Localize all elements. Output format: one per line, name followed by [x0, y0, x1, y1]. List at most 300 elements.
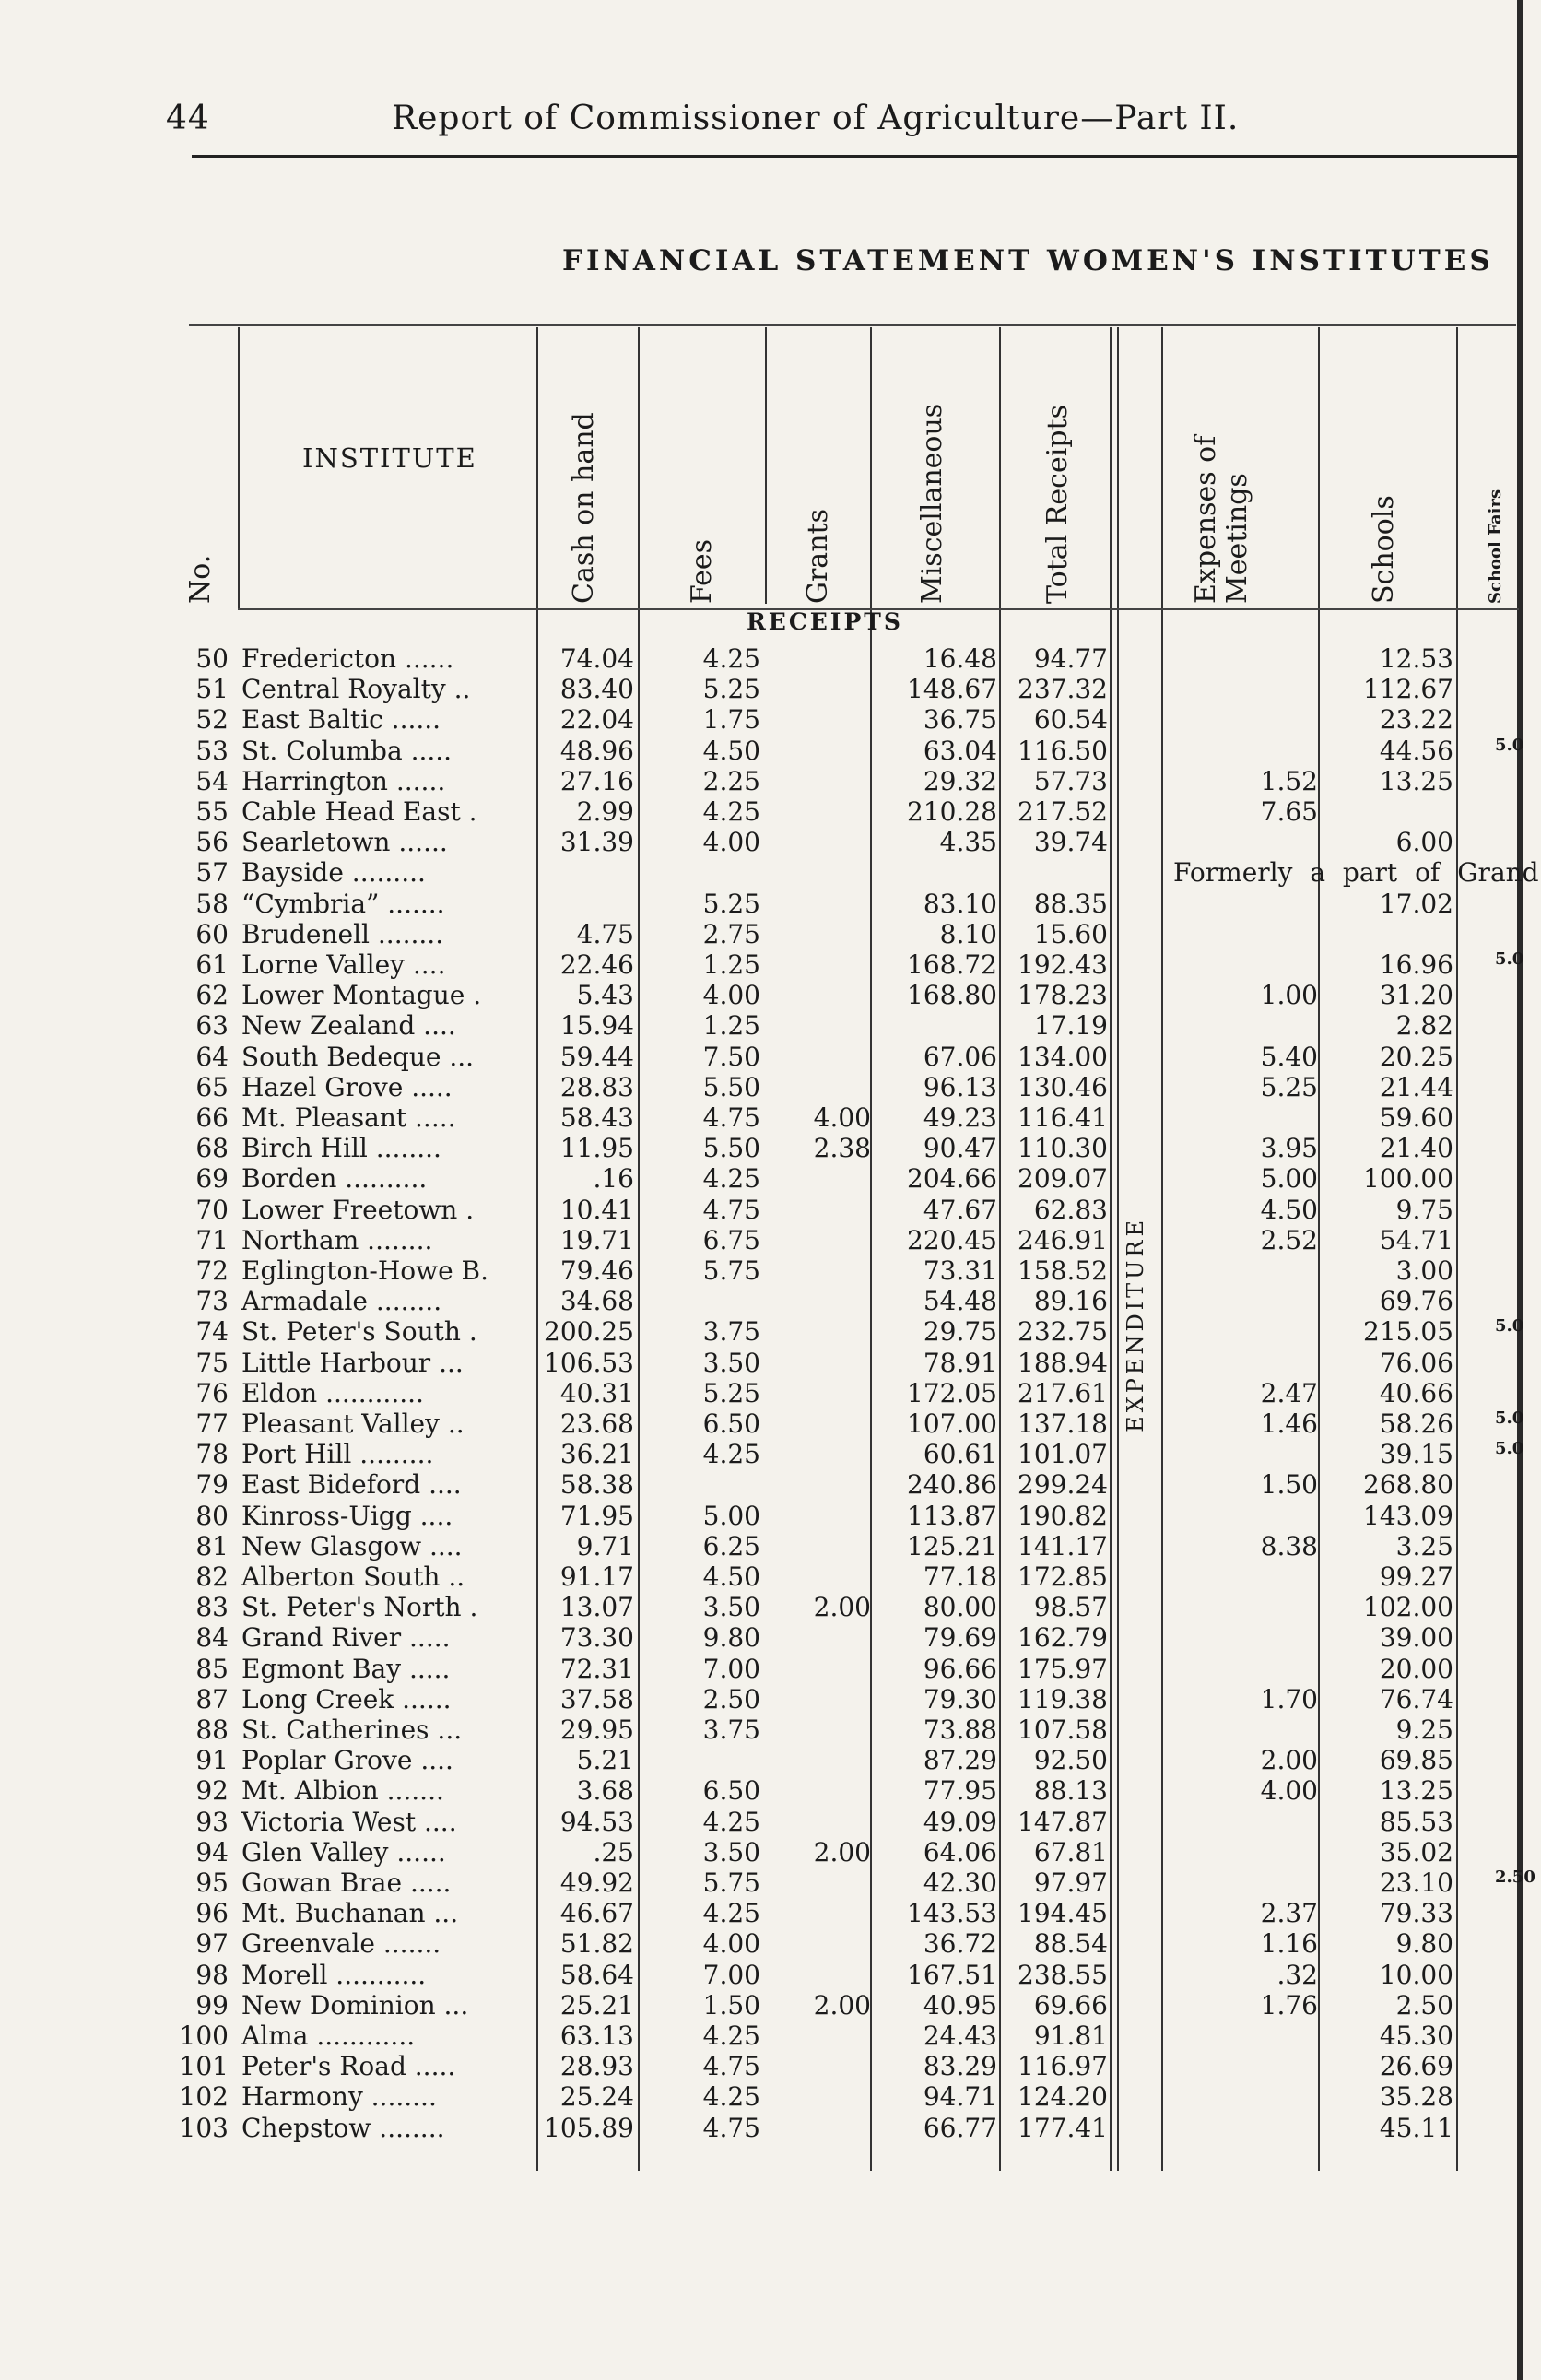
cell-name: Birch Hill ........ [241, 1133, 441, 1164]
cell-total: 69.66 [1033, 1989, 1108, 2021]
cell-exp: 1.50 [1260, 1469, 1318, 1501]
cell-fees: 2.50 [702, 1683, 760, 1714]
cell-schools: 45.30 [1379, 2021, 1453, 2051]
cell-schools: 20.25 [1379, 1041, 1453, 1072]
cell-no: 75 [195, 1347, 229, 1378]
cell-name: Lorne Valley .... [241, 949, 446, 980]
cell-name: Victoria West .... [241, 1806, 457, 1837]
cell-misc: 168.80 [907, 980, 997, 1011]
cell-name: Cable Head East . [241, 796, 477, 827]
cell-misc: 73.31 [923, 1255, 997, 1286]
cell-misc: 96.13 [923, 1071, 997, 1102]
cell-cash: 49.92 [559, 1867, 634, 1898]
cell-fees: 4.25 [702, 796, 760, 827]
cell-name: Port Hill ......... [241, 1439, 434, 1470]
cell-misc: 66.77 [923, 2112, 997, 2143]
table-row [0, 1714, 1541, 1745]
table-row [0, 1042, 1541, 1072]
margin-fragment: 2.50 [1495, 1867, 1535, 1887]
cell-no: 58 [195, 888, 229, 919]
cell-no: 69 [195, 1163, 229, 1195]
cell-no: 78 [195, 1439, 229, 1470]
cell-schools: 45.11 [1379, 2112, 1453, 2143]
cell-cash: 27.16 [559, 765, 634, 796]
cell-exp: 2.47 [1260, 1377, 1318, 1408]
table-row [0, 1531, 1541, 1561]
cell-total: 15.60 [1033, 918, 1108, 949]
cell-cash: .16 [593, 1163, 634, 1195]
cell-no: 93 [195, 1806, 229, 1837]
cell-fees: 2.75 [702, 918, 760, 949]
cell-exp: 1.46 [1260, 1408, 1318, 1439]
cell-fees: 3.50 [702, 1836, 760, 1867]
cell-name: Northam ........ [241, 1224, 433, 1255]
table-row [0, 796, 1541, 827]
cell-fees: 6.50 [702, 1408, 760, 1439]
cell-no: 102 [179, 2081, 229, 2113]
table-row [0, 1439, 1541, 1469]
table-row [0, 949, 1541, 980]
cell-cash: 22.46 [559, 949, 634, 980]
cell-cash: 31.39 [559, 827, 634, 858]
cell-fees: 4.50 [702, 1561, 760, 1592]
cell-name: Greenvale ....... [241, 1928, 441, 1960]
table-row [0, 1408, 1541, 1439]
cell-cash: 63.13 [559, 2021, 634, 2051]
cell-total: 39.74 [1033, 827, 1108, 858]
cell-misc: 79.69 [923, 1622, 997, 1654]
cell-no: 52 [195, 704, 229, 736]
cell-cash: 34.68 [559, 1286, 634, 1317]
cell-schools: 69.85 [1379, 1745, 1453, 1776]
cell-no: 74 [195, 1316, 229, 1348]
cell-exp: 5.25 [1260, 1071, 1318, 1102]
cell-cash: 13.07 [559, 1592, 634, 1623]
cell-misc: 210.28 [907, 796, 997, 827]
cell-schools: 44.56 [1379, 735, 1453, 766]
cell-cash: 72.31 [559, 1653, 634, 1684]
table-row [0, 1133, 1541, 1163]
cell-no: 70 [195, 1194, 229, 1225]
cell-schools: 2.82 [1395, 1010, 1453, 1042]
table-row [0, 2051, 1541, 2081]
cell-no: 68 [195, 1133, 229, 1164]
table-row [0, 1102, 1541, 1133]
cell-misc: 220.45 [907, 1224, 997, 1255]
cell-exp: 4.50 [1260, 1194, 1318, 1225]
table-row [0, 1378, 1541, 1408]
table-row [0, 1654, 1541, 1684]
cell-name: Egmont Bay ..... [241, 1653, 451, 1684]
cell-total: 88.54 [1033, 1928, 1108, 1960]
cell-fees: 5.50 [702, 1071, 760, 1102]
cell-schools: 76.06 [1379, 1347, 1453, 1378]
cell-no: 53 [195, 735, 229, 766]
cell-name: Hazel Grove ..... [241, 1071, 453, 1102]
cell-total: 89.16 [1033, 1286, 1108, 1317]
cell-exp: 2.52 [1260, 1224, 1318, 1255]
cell-name: Harrington ...... [241, 765, 446, 796]
cell-cash: 2.99 [576, 796, 634, 827]
table-row [0, 1072, 1541, 1102]
header-institute: INSTITUTE [302, 442, 477, 474]
cell-total: 60.54 [1033, 704, 1108, 736]
cell-fees: 4.00 [702, 827, 760, 858]
cell-fees: 4.25 [702, 1806, 760, 1837]
table-row [0, 980, 1541, 1010]
cell-schools: 39.15 [1379, 1439, 1453, 1470]
cell-name: Pleasant Valley .. [241, 1408, 465, 1439]
cell-no: 84 [195, 1622, 229, 1654]
cell-name: New Dominion ... [241, 1989, 469, 2021]
cell-schools: 3.00 [1395, 1255, 1453, 1286]
cell-name: East Baltic ...... [241, 704, 441, 736]
cell-schools: 13.25 [1379, 1775, 1453, 1807]
cell-name: Harmony ........ [241, 2081, 437, 2113]
cell-total: 194.45 [1018, 1898, 1108, 1929]
cell-misc: 113.87 [907, 1500, 997, 1531]
cell-no: 101 [179, 2051, 229, 2082]
cell-schools: 21.44 [1379, 1071, 1453, 1102]
cell-name: South Bedeque ... [241, 1041, 475, 1072]
cell-fees: 5.25 [702, 888, 760, 919]
cell-misc: 79.30 [923, 1683, 997, 1714]
cell-misc: 63.04 [923, 735, 997, 766]
cell-misc: 80.00 [923, 1592, 997, 1623]
table-row [0, 1867, 1541, 1898]
cell-grants: 2.00 [813, 1836, 871, 1867]
cell-total: 57.73 [1033, 765, 1108, 796]
cell-total: 188.94 [1018, 1347, 1108, 1378]
cell-no: 60 [195, 918, 229, 949]
cell-schools: 35.02 [1379, 1836, 1453, 1867]
cell-name: Gowan Brae ..... [241, 1867, 452, 1898]
cell-name: Long Creek ...... [241, 1683, 452, 1714]
cell-misc: 83.29 [923, 2051, 997, 2082]
cell-schools: 9.75 [1395, 1194, 1453, 1225]
cell-schools: 2.50 [1395, 1989, 1453, 2021]
cell-fees: 6.50 [702, 1775, 760, 1807]
cell-fees: 4.00 [702, 1928, 760, 1960]
cell-total: 134.00 [1018, 1041, 1108, 1072]
cell-no: 79 [195, 1469, 229, 1501]
cell-exp: .32 [1276, 1959, 1318, 1990]
cell-no: 76 [195, 1377, 229, 1408]
cell-misc: 60.61 [923, 1439, 997, 1470]
cell-fees: 4.75 [702, 1194, 760, 1225]
cell-total: 192.43 [1018, 949, 1108, 980]
cell-no: 62 [195, 980, 229, 1011]
table-row [0, 1469, 1541, 1500]
table-row [0, 2113, 1541, 2143]
cell-cash: 25.21 [559, 1989, 634, 2021]
cell-cash: 28.83 [559, 1071, 634, 1102]
cell-name: Bayside ......... [241, 857, 426, 889]
cell-no: 83 [195, 1592, 229, 1623]
cell-misc: 78.91 [923, 1347, 997, 1378]
cell-cash: 58.38 [559, 1469, 634, 1501]
table-row [0, 736, 1541, 766]
cell-no: 82 [195, 1561, 229, 1592]
cell-total: 94.77 [1033, 643, 1108, 674]
cell-no: 73 [195, 1286, 229, 1317]
cell-cash: 59.44 [559, 1041, 634, 1072]
cell-misc: 49.09 [923, 1806, 997, 1837]
cell-name: Kinross-Uigg .... [241, 1500, 453, 1531]
cell-exp: 3.95 [1260, 1133, 1318, 1164]
cell-total: 97.97 [1033, 1867, 1108, 1898]
cell-no: 54 [195, 765, 229, 796]
cell-schools: 112.67 [1363, 674, 1453, 705]
cell-cash: 91.17 [559, 1561, 634, 1592]
cell-cash: 29.95 [559, 1714, 634, 1745]
cell-cash: 200.25 [544, 1316, 634, 1348]
margin-fragment: 5.0 [1495, 1439, 1524, 1459]
cell-misc: 87.29 [923, 1745, 997, 1776]
cell-misc: 77.95 [923, 1775, 997, 1807]
cell-total: 217.61 [1018, 1377, 1108, 1408]
header-expenses-text: Expenses of Meetings [1190, 435, 1253, 604]
cell-fees: 1.25 [702, 1010, 760, 1042]
cell-total: 107.58 [1018, 1714, 1108, 1745]
cell-misc: 49.23 [923, 1102, 997, 1133]
cell-fees: 4.00 [702, 980, 760, 1011]
cell-name: Brudenell ........ [241, 918, 444, 949]
cell-no: 56 [195, 827, 229, 858]
cell-misc: 167.51 [907, 1959, 997, 1990]
cell-fees: 7.00 [702, 1959, 760, 1990]
cell-schools: 23.10 [1379, 1867, 1453, 1898]
cell-misc: 90.47 [923, 1133, 997, 1164]
cell-misc: 4.35 [939, 827, 997, 858]
table-row [0, 1561, 1541, 1592]
cell-fees: 4.25 [702, 1898, 760, 1929]
table-row [0, 704, 1541, 735]
table-row [0, 2021, 1541, 2051]
table-row [0, 1775, 1541, 1806]
cell-total: 119.38 [1018, 1683, 1108, 1714]
cell-name: Central Royalty .. [241, 674, 471, 705]
table-row [0, 1286, 1541, 1316]
cell-name: Armadale ........ [241, 1286, 442, 1317]
cell-name: Alma ............ [241, 2021, 416, 2051]
cell-exp: 2.37 [1260, 1898, 1318, 1929]
cell-schools: 69.76 [1379, 1286, 1453, 1317]
header-cash-on-hand: Cash on hand [568, 412, 600, 604]
cell-no: 61 [195, 949, 229, 980]
header-no: No. [184, 554, 217, 604]
cell-misc: 96.66 [923, 1653, 997, 1684]
cell-total: 67.81 [1033, 1836, 1108, 1867]
cell-no: 81 [195, 1530, 229, 1561]
cell-cash: 5.21 [576, 1745, 634, 1776]
cell-exp: 1.00 [1260, 980, 1318, 1011]
cell-name: “Cymbria” ....... [241, 888, 445, 919]
cell-misc: 24.43 [923, 2021, 997, 2051]
cell-total: 141.17 [1018, 1530, 1108, 1561]
cell-fees: 9.80 [702, 1622, 760, 1654]
cell-cash: 37.58 [559, 1683, 634, 1714]
cell-no: 98 [195, 1959, 229, 1990]
cell-no: 100 [179, 2021, 229, 2051]
cell-total: 232.75 [1018, 1316, 1108, 1348]
cell-misc: 125.21 [907, 1530, 997, 1561]
cell-total: 116.50 [1018, 735, 1108, 766]
cell-cash: .25 [593, 1836, 634, 1867]
cell-total: 130.46 [1018, 1071, 1108, 1102]
cell-schools: 21.40 [1379, 1133, 1453, 1164]
table-row [0, 766, 1541, 796]
cell-total: 116.97 [1018, 2051, 1108, 2082]
cell-total: 158.52 [1018, 1255, 1108, 1286]
cell-misc: 40.95 [923, 1989, 997, 2021]
cell-no: 91 [195, 1745, 229, 1776]
cell-name: Eglington-Howe B. [241, 1255, 489, 1286]
cell-total: 101.07 [1018, 1439, 1108, 1470]
cell-name: Lower Freetown . [241, 1194, 475, 1225]
cell-cash: 40.31 [559, 1377, 634, 1408]
cell-no: 72 [195, 1255, 229, 1286]
cell-schools: 35.28 [1379, 2081, 1453, 2113]
table-row [0, 674, 1541, 704]
cell-schools: 215.05 [1363, 1316, 1453, 1348]
cell-no: 94 [195, 1836, 229, 1867]
cell-cash: 74.04 [559, 643, 634, 674]
cell-fees: 4.75 [702, 2112, 760, 2143]
cell-schools: 59.60 [1379, 1102, 1453, 1133]
cell-total: 172.85 [1018, 1561, 1108, 1592]
cell-cash: 22.04 [559, 704, 634, 736]
cell-cash: 36.21 [559, 1439, 634, 1470]
header-grants: Grants [802, 509, 834, 604]
header-miscellaneous: Miscellaneous [916, 403, 948, 604]
page-number: 44 [166, 100, 210, 137]
table-top-rule [189, 324, 1516, 326]
table-row [0, 1837, 1541, 1867]
cell-grants: 2.38 [813, 1133, 871, 1164]
cell-name: Glen Valley ...... [241, 1836, 446, 1867]
cell-fees: 4.25 [702, 1163, 760, 1195]
cell-schools: 79.33 [1379, 1898, 1453, 1929]
cell-total: 162.79 [1018, 1622, 1108, 1654]
cell-misc: 36.72 [923, 1928, 997, 1960]
cell-name: Mt. Buchanan ... [241, 1898, 459, 1929]
cell-name: Fredericton ...... [241, 643, 454, 674]
cell-total: 124.20 [1018, 2081, 1108, 2113]
cell-schools: 3.25 [1395, 1530, 1453, 1561]
cell-misc: 240.86 [907, 1469, 997, 1501]
cell-fees: 1.50 [702, 1989, 760, 2021]
header-fees: Fees [686, 538, 718, 604]
cell-no: 87 [195, 1683, 229, 1714]
cell-misc: 16.48 [923, 643, 997, 674]
cell-cash: 5.43 [576, 980, 634, 1011]
cell-no: 65 [195, 1071, 229, 1102]
table-row [0, 1163, 1541, 1194]
cell-schools: 268.80 [1363, 1469, 1453, 1501]
cell-schools: 13.25 [1379, 765, 1453, 796]
cell-cash: 58.43 [559, 1102, 634, 1133]
cell-fees: 5.75 [702, 1255, 760, 1286]
cell-fees: 1.75 [702, 704, 760, 736]
cell-cash: 46.67 [559, 1898, 634, 1929]
table-row [0, 1807, 1541, 1837]
cell-misc: 29.75 [923, 1316, 997, 1348]
cell-misc: 83.10 [923, 888, 997, 919]
table-row [0, 1928, 1541, 1959]
cell-no: 88 [195, 1714, 229, 1745]
cell-schools: 31.20 [1379, 980, 1453, 1011]
table-row [0, 1898, 1541, 1928]
margin-fragment: 5.0 [1495, 949, 1524, 969]
cell-grants: 2.00 [813, 1989, 871, 2021]
cell-schools: 20.00 [1379, 1653, 1453, 1684]
cell-total: 178.23 [1018, 980, 1108, 1011]
cell-name: Poplar Grove .... [241, 1745, 453, 1776]
cell-misc: 47.67 [923, 1194, 997, 1225]
header-school-fairs: School Fairs [1486, 489, 1505, 604]
cell-schools: 9.80 [1395, 1928, 1453, 1960]
cell-no: 92 [195, 1775, 229, 1807]
cell-cash: 106.53 [544, 1347, 634, 1378]
table-row [0, 1990, 1541, 2021]
cell-no: 50 [195, 643, 229, 674]
cell-exp: 1.16 [1260, 1928, 1318, 1960]
cell-fees: 4.25 [702, 2081, 760, 2113]
cell-schools: 143.09 [1363, 1500, 1453, 1531]
cell-total: 299.24 [1018, 1469, 1108, 1501]
table-row [0, 1195, 1541, 1225]
cell-name: St. Peter's South . [241, 1316, 477, 1348]
header-total-receipts: Total Receipts [1041, 405, 1074, 604]
cell-cash: 19.71 [559, 1224, 634, 1255]
cell-misc: 172.05 [907, 1377, 997, 1408]
cell-no: 55 [195, 796, 229, 827]
cell-fees: 6.25 [702, 1530, 760, 1561]
cell-fees: 4.25 [702, 643, 760, 674]
cell-schools: 40.66 [1379, 1377, 1453, 1408]
cell-no: 57 [195, 857, 229, 889]
cell-schools: 10.00 [1379, 1959, 1453, 1990]
cell-name: Mt. Pleasant ..... [241, 1102, 456, 1133]
cell-total: 91.81 [1033, 2021, 1108, 2051]
cell-total: 237.32 [1018, 674, 1108, 705]
cell-cash: 3.68 [576, 1775, 634, 1807]
margin-fragment: 5.0 [1495, 735, 1524, 755]
cell-schools: 16.96 [1379, 949, 1453, 980]
cell-no: 97 [195, 1928, 229, 1960]
cell-total: 177.41 [1018, 2112, 1108, 2143]
running-header [0, 100, 1541, 155]
cell-total: 98.57 [1033, 1592, 1108, 1623]
cell-cash: 83.40 [559, 674, 634, 705]
cell-cash: 28.93 [559, 2051, 634, 2082]
statement-title: FINANCIAL STATEMENT WOMEN'S INSTITUTES [562, 244, 1494, 277]
cell-schools: 85.53 [1379, 1806, 1453, 1837]
cell-misc: 107.00 [907, 1408, 997, 1439]
col-rule [238, 327, 240, 608]
cell-schools: 100.00 [1363, 1163, 1453, 1195]
cell-misc: 42.30 [923, 1867, 997, 1898]
cell-no: 71 [195, 1224, 229, 1255]
cell-fees: 4.75 [702, 2051, 760, 2082]
cell-cash: 10.41 [559, 1194, 634, 1225]
cell-schools: 17.02 [1379, 888, 1453, 919]
cell-total: 137.18 [1018, 1408, 1108, 1439]
cell-schools: 26.69 [1379, 2051, 1453, 2082]
cell-name: Little Harbour ... [241, 1347, 464, 1378]
cell-no: 77 [195, 1408, 229, 1439]
